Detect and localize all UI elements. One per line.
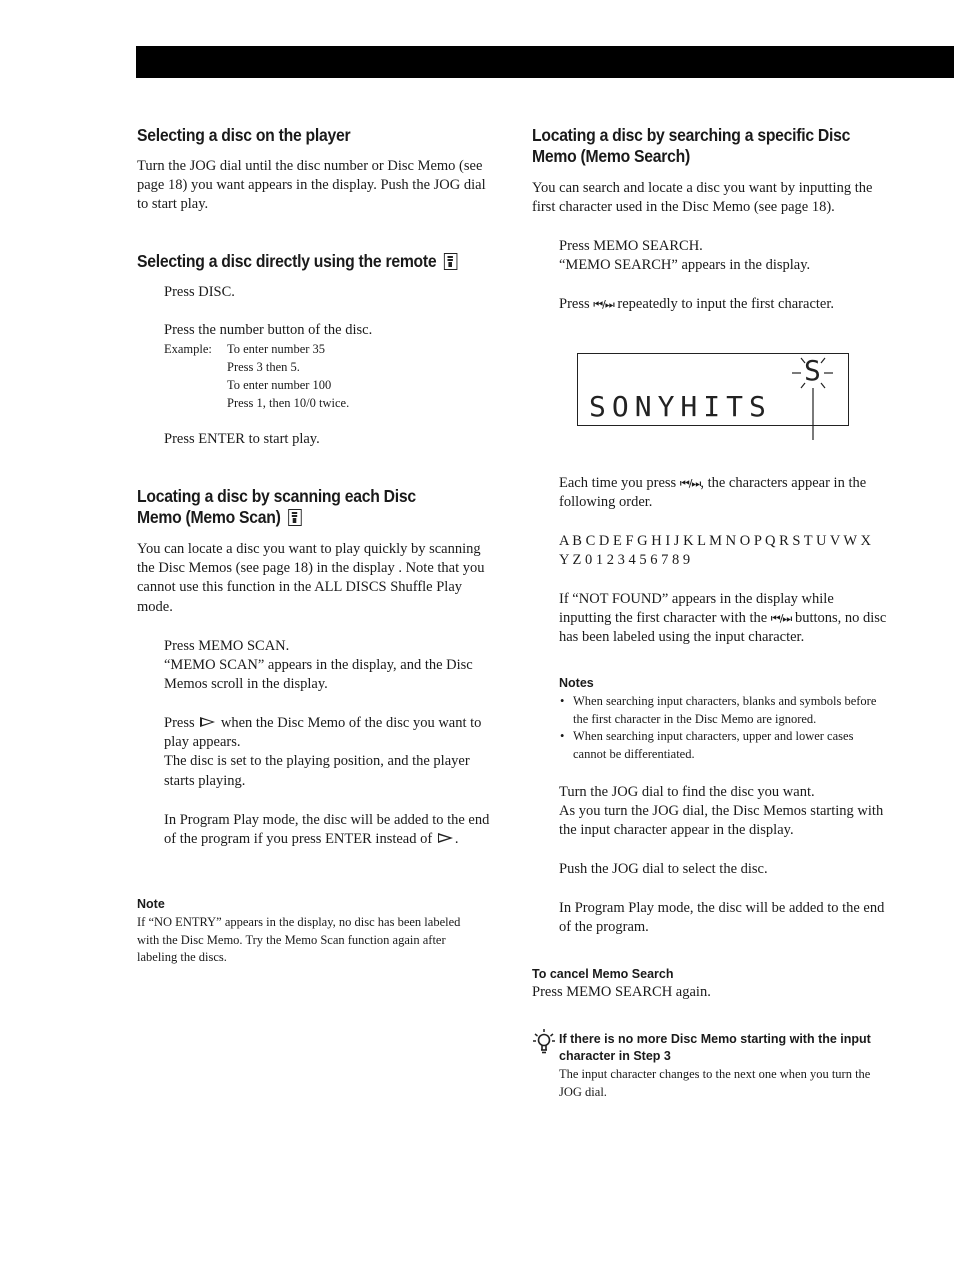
tip-heading: If there is no more Disc Memo starting with the input character in Step 3 bbox=[559, 1032, 871, 1063]
notes-list bbox=[559, 693, 889, 763]
step-press-number: Press the number button of the disc. bbox=[164, 322, 373, 338]
cancel-body: Press MEMO SEARCH again. bbox=[532, 984, 711, 1000]
step-memo-search-5: In Program Play mode, the disc will be added to the end of the program. bbox=[559, 900, 885, 936]
heading-selecting-with-remote: Selecting a disc directly using the remote bbox=[137, 251, 457, 272]
paragraph-memo-search-intro: You can search and locate a disc you want by inputting the first character used in the Disc Memo (see page 18). bbox=[532, 180, 873, 216]
tip-body: The input character changes to the next one when you turn the JOG dial. bbox=[559, 1067, 871, 1099]
skip-buttons-icon: ⏮/⏭ bbox=[679, 477, 701, 490]
paragraph-not-found: If “NOT FOUND” appears in the display while inputting the first character with the ⏮/⏭ buttons, no disc has been labeled using the input character. bbox=[559, 591, 887, 646]
cancel-heading: To cancel Memo Search bbox=[532, 967, 674, 981]
step-memo-search-1: Press MEMO SEARCH. “MEMO SEARCH” appears in the display. bbox=[559, 238, 811, 274]
flash-rays-icon bbox=[578, 354, 850, 444]
tip-lightbulb-icon bbox=[532, 1028, 556, 1054]
example-label: Example: bbox=[164, 342, 212, 356]
step-memo-scan-3: In Program Play mode, the disc will be added to the end of the program if you press ENTER instead of . bbox=[164, 812, 490, 848]
header-bar bbox=[136, 46, 954, 78]
notes-heading: Notes bbox=[559, 676, 594, 690]
skip-buttons-icon: ⏮/⏭ bbox=[593, 298, 614, 311]
example-line: To enter number 100 bbox=[227, 378, 332, 392]
remote-icon bbox=[288, 509, 302, 526]
example-line: Press 1, then 10/0 twice. bbox=[227, 396, 350, 410]
note-heading: Note bbox=[137, 897, 165, 911]
display-text: SONYHITS bbox=[589, 390, 772, 423]
play-icon bbox=[438, 833, 453, 843]
alphabet-list: A B C D E F G H I J K L M N O P Q R S T U V W X Y Z 0 1 2 3 4 5 6 7 8 9 bbox=[559, 533, 871, 569]
step-memo-search-2: Press ⏮/⏭ repeatedly to input the first character. bbox=[559, 296, 834, 312]
remote-icon bbox=[444, 253, 458, 270]
example-line: To enter number 35 bbox=[227, 342, 326, 356]
step-memo-scan-2: Press when the Disc Memo of the disc you want to play appears. The disc is set to the playing position, and the player starts playing. bbox=[164, 715, 482, 789]
display-illustration bbox=[577, 353, 849, 426]
step-press-disc: Press DISC. bbox=[164, 284, 235, 300]
note-body: If “NO ENTRY” appears in the display, no disc has been labeled with the Disc Memo. Try the Memo Scan function again after labeling the discs. bbox=[137, 915, 461, 964]
paragraph-memo-scan-intro: You can locate a disc you want to play quickly by scanning the Disc Memos (see page 18) in the display . Note that you cannot use this function in the ALL DISCS Shuffle Play mode. bbox=[137, 541, 485, 615]
step-memo-scan-1: Press MEMO SCAN. “MEMO SCAN” appears in the display, and the Disc Memos scroll in the display. bbox=[164, 638, 473, 693]
play-icon bbox=[200, 717, 215, 727]
heading-memo-search: Locating a disc by searching a specific Disc Memo (Memo Search) bbox=[532, 125, 851, 166]
example-line: Press 3 then 5. bbox=[227, 360, 300, 374]
step-memo-search-4: Push the JOG dial to select the disc. bbox=[559, 861, 768, 877]
heading-selecting-on-player: Selecting a disc on the player bbox=[137, 125, 351, 145]
paragraph-selecting-on-player: Turn the JOG dial until the disc number or Disc Memo (see page 18) you want appears in the display. Push the JOG dial to start play. bbox=[137, 158, 486, 213]
display-flashing-char: S bbox=[804, 354, 821, 387]
skip-buttons-icon: ⏮/⏭ bbox=[770, 612, 792, 626]
step-press-enter: Press ENTER to start play. bbox=[164, 431, 320, 447]
paragraph-char-order: Each time you press ⏮/⏭, the characters appear in the following order. bbox=[559, 475, 867, 511]
heading-memo-scan: Locating a disc by scanning each Disc Memo (Memo Scan) bbox=[137, 486, 416, 527]
note-item: • When searching input characters, upper and lower cases cannot be differentiated. bbox=[559, 728, 889, 763]
step-memo-search-3: Turn the JOG dial to find the disc you want. As you turn the JOG dial, the Disc Memos starting with the input character appear in the display. bbox=[559, 784, 884, 839]
note-item: • When searching input characters, blanks and symbols before the first character in the Disc Memo are ignored. bbox=[559, 693, 889, 728]
